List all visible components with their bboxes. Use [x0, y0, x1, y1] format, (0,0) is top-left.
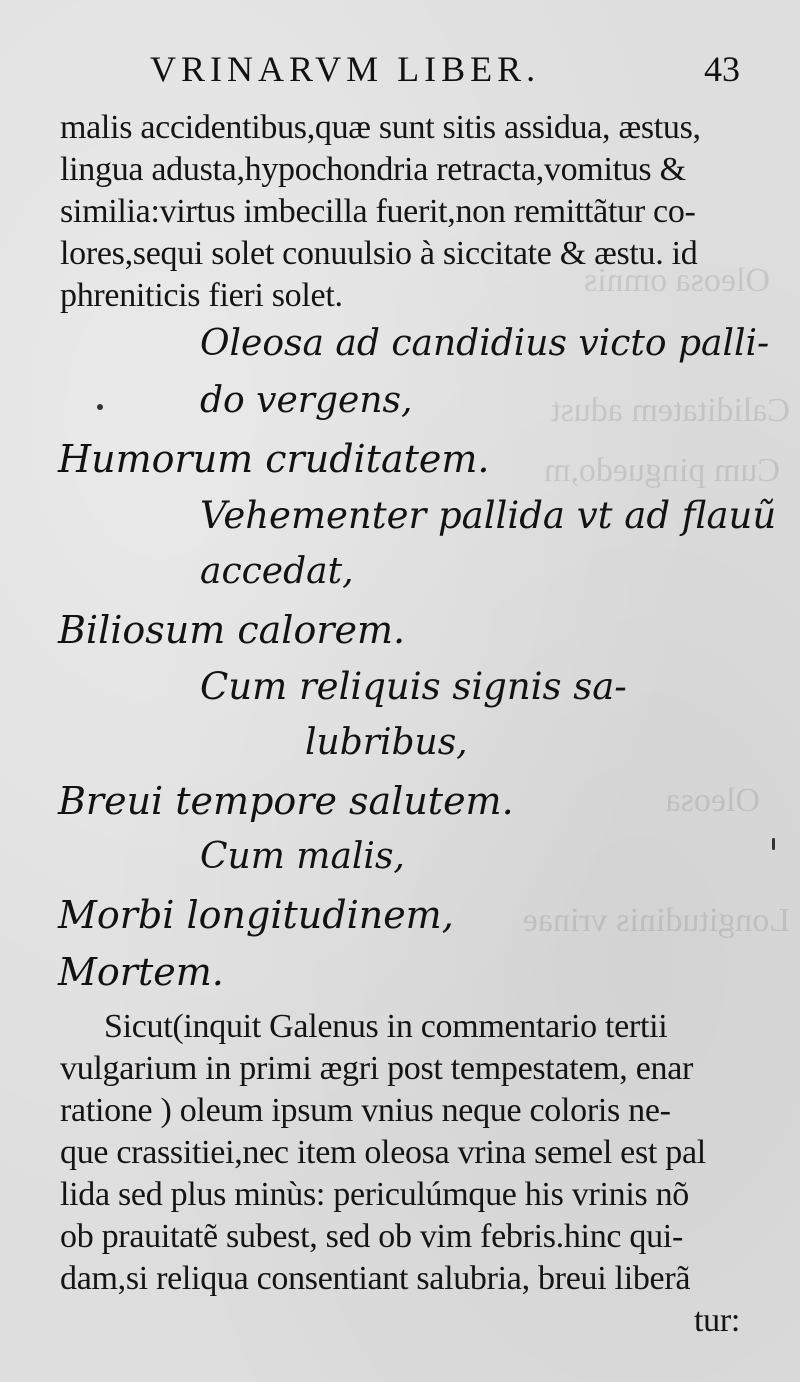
sign-line: lubribus,	[305, 722, 468, 763]
catchword: tur:	[693, 1302, 740, 1339]
meaning-line: Mortem.	[58, 950, 224, 994]
bleed-through-line: Caliditatem adust	[551, 392, 790, 429]
meaning-line: Breui tempore salutem.	[58, 779, 514, 823]
text-line: Sicut(inquit Galenus in commentario tertii	[104, 1008, 668, 1045]
page-header	[150, 40, 750, 100]
bleed-through-line: Longitudinis vrinae	[522, 902, 790, 939]
text-line: ratione ) oleum ipsum vnius neque coloris ne-	[60, 1092, 671, 1129]
sign-line: Vehementer pallida vt ad flauũ	[200, 494, 777, 537]
bleed-through-line: Cum pinguedo,m	[543, 452, 780, 489]
running-title: VRINARVM LIBER.	[150, 49, 541, 89]
text-line: dam,si reliqua consentiant salubria, breui liberã	[60, 1260, 691, 1297]
text-line: similia:virtus imbecilla fuerit,non remittãtur co-	[60, 193, 696, 230]
top-paragraph	[60, 107, 740, 317]
bleed-through-line: Oleosa	[665, 782, 760, 819]
sign-line: Oleosa ad candidius victo palli-	[200, 323, 770, 364]
sign-line: do vergens,	[200, 380, 413, 421]
bleed-through-line: Oleosa omnis	[583, 262, 770, 299]
ink-speck	[772, 838, 775, 850]
sign-line: Cum malis,	[200, 836, 405, 877]
text-line: phreniticis fieri solet.	[60, 277, 343, 314]
text-line: lida sed plus minùs: periculúmque his vrinis nõ	[60, 1176, 690, 1213]
sign-line: Cum reliquis signis sa-	[200, 665, 627, 708]
text-line: lores,sequi solet conuulsio à siccitate & æstu. id	[60, 235, 698, 272]
sign-line: accedat,	[200, 551, 354, 592]
text-line: ob prauitatẽ subest, sed ob vim febris.hinc qui-	[60, 1218, 683, 1255]
text-line: que crassitiei,nec item oleosa vrina semel est pal	[60, 1134, 706, 1171]
bottom-paragraph	[60, 1006, 740, 1342]
meaning-line: Morbi longitudinem,	[58, 893, 454, 937]
page-number: 43	[704, 49, 740, 89]
text-line: malis accidentibus,quæ sunt sitis assidua, æstus,	[60, 109, 701, 146]
text-line: lingua adusta,hypochondria retracta,vomitus &	[60, 151, 686, 188]
meaning-line: Humorum cruditatem.	[58, 437, 490, 481]
meaning-line: Biliosum calorem.	[58, 608, 406, 652]
ink-speck	[97, 404, 103, 410]
text-line: vulgarium in primi ægri post tempestatem, enar	[60, 1050, 694, 1087]
